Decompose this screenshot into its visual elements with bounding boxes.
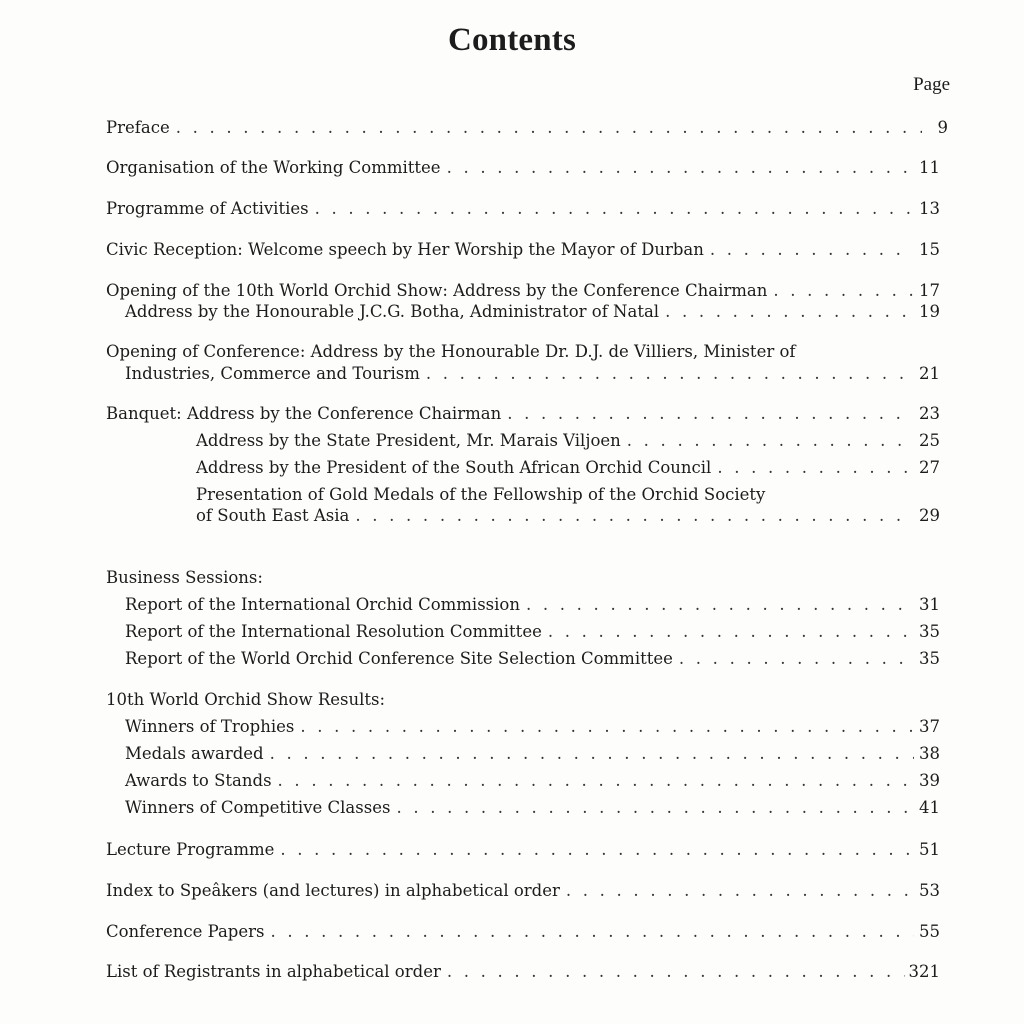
toc-entry-banquet bbox=[106, 404, 940, 424]
page-title: Contents bbox=[447, 22, 577, 58]
toc-entry-page: 37 bbox=[919, 717, 940, 736]
toc-entry-label: Index to Speâkers (and lectures) in alphabetical order bbox=[106, 881, 560, 900]
toc-entry-label: Winners of Trophies bbox=[125, 717, 295, 736]
toc-entry-page: 27 bbox=[919, 458, 940, 477]
toc-entry-label: Address by the Honourable J.C.G. Botha, Administrator of Natal bbox=[125, 302, 660, 321]
toc-entry-trophies bbox=[125, 717, 940, 737]
dot-leader bbox=[270, 744, 914, 764]
dot-leader bbox=[679, 649, 914, 669]
toc-entry-page: 15 bbox=[919, 240, 940, 259]
toc-entry-programme bbox=[106, 199, 940, 219]
toc-entry-opening-conference-cont bbox=[125, 364, 940, 384]
toc-entry-page: 21 bbox=[919, 364, 940, 383]
dot-leader bbox=[507, 404, 914, 424]
toc-entry-label: Programme of Activities bbox=[106, 199, 309, 218]
dot-leader bbox=[280, 840, 914, 860]
toc-entry-site-selection bbox=[125, 649, 940, 669]
dot-leader bbox=[566, 881, 914, 901]
page-column-label: Page bbox=[913, 74, 950, 95]
toc-entry-page: 25 bbox=[919, 431, 940, 450]
toc-entry-page: 11 bbox=[919, 158, 940, 177]
toc-entry-page: 53 bbox=[919, 881, 940, 900]
toc-entry-gold-medals: Presentation of Gold Medals of the Fellowship of the Orchid Society bbox=[196, 485, 766, 504]
toc-entry-page: 55 bbox=[919, 922, 940, 941]
dot-leader bbox=[447, 962, 905, 982]
dot-leader bbox=[627, 431, 914, 451]
toc-entry-label: of South East Asia bbox=[196, 506, 350, 525]
toc-entry-resolution bbox=[125, 622, 940, 642]
toc-entry-gold-medals-cont bbox=[196, 506, 940, 526]
dot-leader bbox=[426, 364, 914, 384]
toc-entry-civic-reception bbox=[106, 240, 940, 260]
dot-leader bbox=[278, 771, 914, 791]
dot-leader bbox=[665, 302, 914, 322]
dot-leader bbox=[270, 922, 914, 942]
toc-entry-label: Address by the President of the South African Orchid Council bbox=[196, 458, 712, 477]
toc-entry-label: Opening of the 10th World Orchid Show: Address by the Conference Chairman bbox=[106, 281, 768, 300]
toc-entry-papers bbox=[106, 922, 940, 942]
toc-entry-speakers bbox=[106, 881, 940, 901]
toc-entry-competitive bbox=[125, 798, 940, 818]
toc-entry-label: Civic Reception: Welcome speech by Her Worship the Mayor of Durban bbox=[106, 240, 704, 259]
toc-entry-organisation bbox=[106, 158, 940, 178]
toc-entry-page: 38 bbox=[919, 744, 940, 763]
section-heading-business: Business Sessions: bbox=[106, 568, 263, 587]
toc-entry-label: Report of the World Orchid Conference Site Selection Committee bbox=[125, 649, 673, 668]
toc-entry-label: Conference Papers bbox=[106, 922, 265, 941]
section-heading-show-results: 10th World Orchid Show Results: bbox=[106, 690, 386, 709]
toc-entry-page: 29 bbox=[919, 506, 940, 525]
dot-leader bbox=[526, 595, 914, 615]
toc-entry-page: 35 bbox=[919, 649, 940, 668]
toc-entry-label: Report of the International Orchid Commission bbox=[125, 595, 520, 614]
toc-entry-label: Banquet: Address by the Conference Chairman bbox=[106, 404, 502, 423]
toc-entry-page: 31 bbox=[919, 595, 940, 614]
toc-entry-label: Industries, Commerce and Tourism bbox=[125, 364, 420, 383]
dot-leader bbox=[176, 118, 922, 138]
dot-leader bbox=[710, 240, 914, 260]
toc-entry-opening-conference: Opening of Conference: Address by the Honourable Dr. D.J. de Villiers, Minister of bbox=[106, 342, 796, 361]
toc-entry-label: Winners of Competitive Classes bbox=[125, 798, 391, 817]
toc-entry-page: 41 bbox=[919, 798, 940, 817]
toc-entry-page: 9 bbox=[937, 118, 948, 137]
dot-leader bbox=[315, 199, 914, 219]
dot-leader bbox=[773, 281, 914, 301]
toc-entry-label: Address by the State President, Mr. Marais Viljoen bbox=[196, 431, 621, 450]
dot-leader bbox=[548, 622, 914, 642]
toc-entry-page: 51 bbox=[919, 840, 940, 859]
dot-leader bbox=[355, 506, 914, 526]
toc-entry-lecture bbox=[106, 840, 940, 860]
toc-entry-page: 17 bbox=[919, 281, 940, 300]
toc-entry-label: Report of the International Resolution Committee bbox=[125, 622, 542, 641]
toc-entry-opening-show bbox=[106, 281, 940, 301]
toc-entry-preface bbox=[106, 118, 948, 138]
toc-entry-orchid-council bbox=[196, 458, 940, 478]
toc-entry-label: Organisation of the Working Committee bbox=[106, 158, 441, 177]
dot-leader bbox=[447, 158, 914, 178]
dot-leader bbox=[717, 458, 914, 478]
toc-entry-registrants bbox=[106, 962, 940, 982]
toc-entry-page: 321 bbox=[908, 962, 940, 981]
toc-entry-label: List of Registrants in alphabetical order bbox=[106, 962, 441, 981]
dot-leader bbox=[300, 717, 914, 737]
toc-entry-page: 19 bbox=[919, 302, 940, 321]
toc-entry-stands bbox=[125, 771, 940, 791]
toc-entry-label: Awards to Stands bbox=[125, 771, 272, 790]
toc-entry-page: 35 bbox=[919, 622, 940, 641]
toc-entry-medals bbox=[125, 744, 940, 764]
toc-entry-page: 39 bbox=[919, 771, 940, 790]
toc-entry-page: 23 bbox=[919, 404, 940, 423]
toc-entry-label: Preface bbox=[106, 118, 170, 137]
dot-leader bbox=[396, 798, 914, 818]
toc-entry-state-president bbox=[196, 431, 940, 451]
toc-entry-commission bbox=[125, 595, 940, 615]
toc-entry-label: Lecture Programme bbox=[106, 840, 275, 859]
toc-entry-page: 13 bbox=[919, 199, 940, 218]
toc-entry-label: Medals awarded bbox=[125, 744, 264, 763]
toc-entry-botha bbox=[125, 302, 940, 322]
